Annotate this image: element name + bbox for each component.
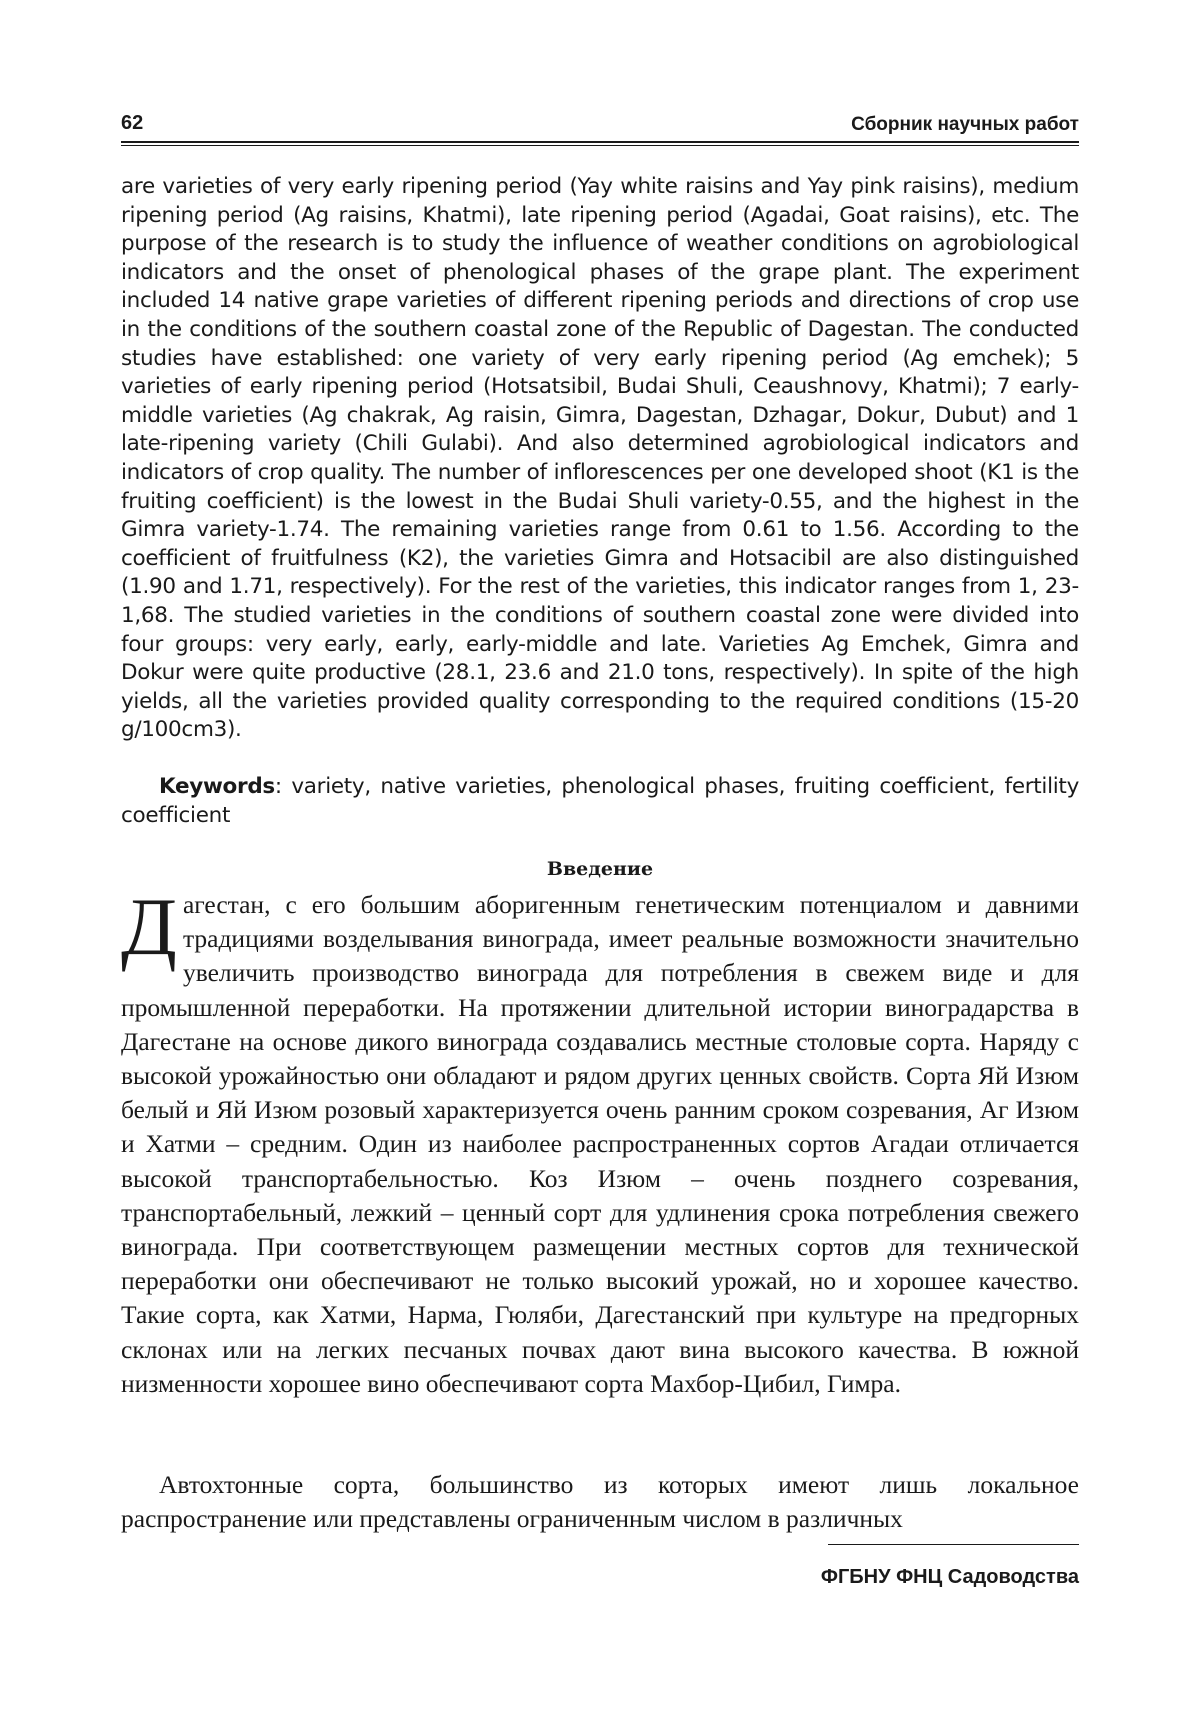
keywords-paragraph — [121, 773, 1079, 830]
section-title: Введение — [546, 858, 654, 880]
running-header — [121, 112, 1079, 140]
abstract-paragraph: are varieties of very early ripening period (Yay white raisins and Yay pink raisins), medium ripening period (Ag raisins, Khatmi), late ripening period (Agadai, Goat raisins), etc. The purpose of the research is to study the influence of weather conditions on agrobiological indicators and the onset of phenological phases of the grape plant. The experiment included 14 native grape varieties of different ripening periods and directions of crop use in the conditions of the southern coastal zone of the Republic of Dagestan. The conducted studies have established: one variety of very early ripening period (Ag emchek); 5 varieties of early ripening period (Hotsatsibil, Budai Shuli, Ceaushnovy, Khatmi); 7 early-middle varieties (Ag chakrak, Ag raisin, Gimra, Dagestan, Dzhagar, Dokur, Dubut) and 1 late-ripening variety (Chili Gulabi). And also determined agrobiological indicators and indicators of crop quality. The number of inflorescences per one developed shoot (K1 is the fruiting coefficient) is the lowest in the Budai Shuli variety-0.55, and the highest in the Gimra variety-1.74. The remaining varieties range from 0.61 to 1.56. According to the coefficient of fruitfulness (K2), the varieties Gimra and Hotsacibil are also distinguished (1.90 and 1.71, respectively). For the rest of the varieties, this indicator ranges from 1, 23-1,68. The studied varieties in the conditions of southern coastal zone were divided into four groups: very early, early, early-middle and late. Varieties Ag Emchek, Gimra and Dokur were quite productive (28.1, 23.6 and 21.0 tons, respectively). In spite of the high yields, all the varieties provided quality corresponding to the required conditions (15-20 g/100cm3). — [121, 174, 1079, 743]
collection-title: Сборник научных работ — [851, 114, 1079, 135]
intro-paragraph — [121, 881, 1079, 1401]
header-rule-thin — [121, 145, 1079, 146]
footer-institution: ФГБНУ ФНЦ Садоводства — [820, 1566, 1079, 1588]
drop-cap: Д — [121, 881, 177, 972]
header-rule-thick — [121, 141, 1079, 143]
second-paragraph: Автохтонные сорта, большинство из которых имеют лишь локальное распространение или представлены ограниченным числом в различных — [121, 1470, 1079, 1534]
page-number: 62 — [121, 112, 144, 134]
intro-paragraph-text: агестан, с его большим аборигенным генетическим потенциалом и давними традициями возделывания винограда, имеет реальные возможности значительно увеличить производство винограда для потребления в свежем виде и для промышленной переработки. На протяжении длительной истории виноградарства в Дагестане на основе дикого винограда создавались местные столовые сорта. Наряду с высокой урожайностью они обладают и рядом других ценных свойств. Сорта Яй Изюм белый и Яй Изюм розовый характеризуется очень ранним сроком созревания, Аг Изюм и Хатми – средним. Один из наиболее распространенных сортов Агадаи отличается высокой транспортабельностью. Коз Изюм – очень позднего созревания, транспортабельный, лежкий – ценный сорт для удлинения срока потребления свежего винограда. При соответствующем размещении местных сортов для технической переработки они обеспечивают не только высокий урожай, но и хорошее качество. Такие сорта, как Хатми, Нарма, Гюляби, Дагестанский при культуре на предгорных склонах или на легких песчаных почвах дают вина высокого качества. В южной низменности хорошее вино обеспечивают сорта Махбор-Цибил, Гимра. — [121, 890, 1079, 1398]
keywords-label: Keywords — [159, 774, 275, 799]
footer-rule — [828, 1544, 1079, 1545]
keywords-text: : variety, native varieties, phenological phases, fruiting coefficient, fertility coefficient — [121, 774, 1079, 828]
